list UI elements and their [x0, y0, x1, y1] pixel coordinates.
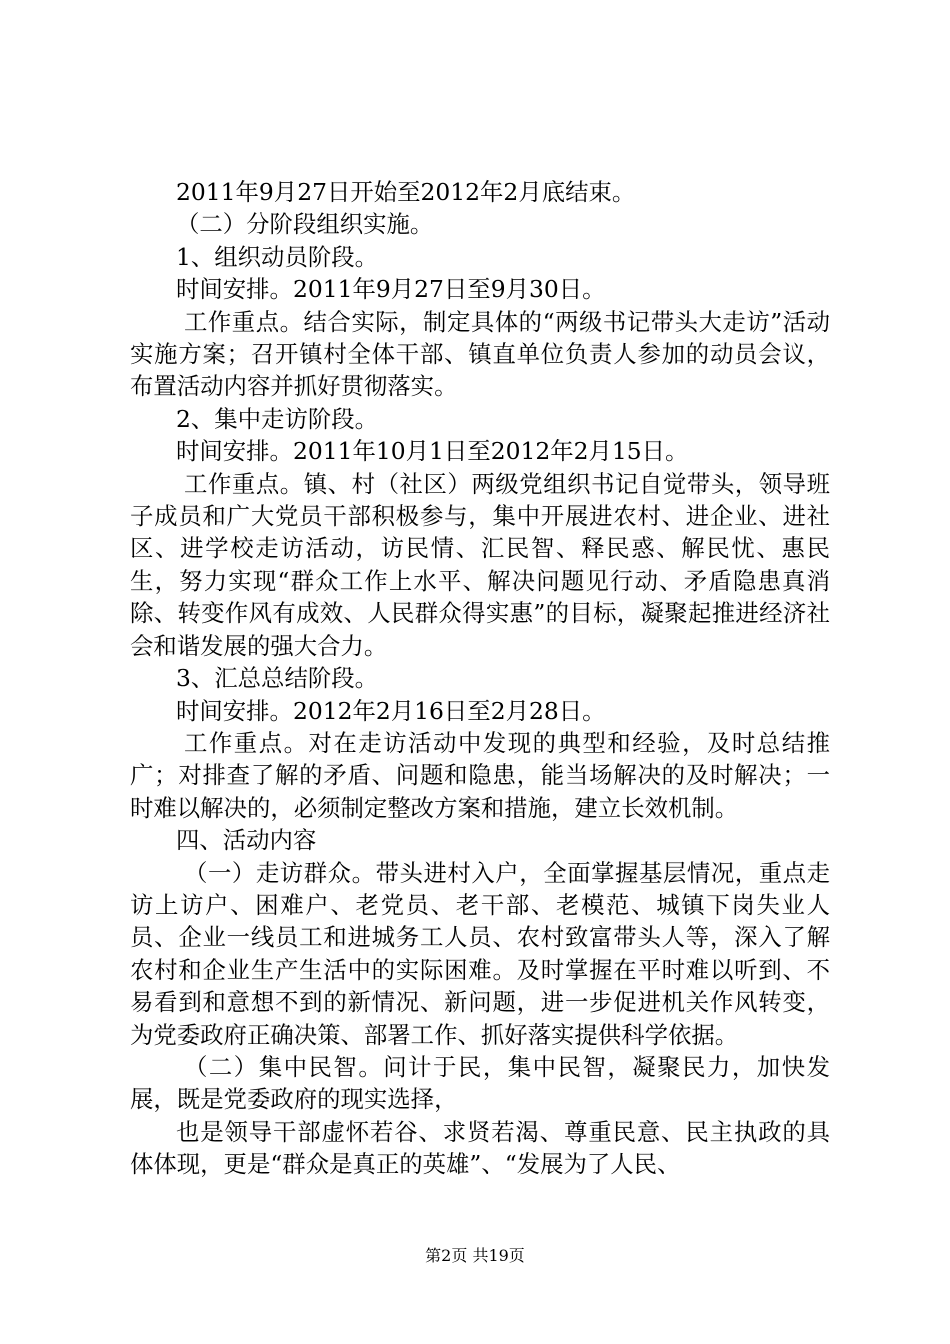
stage-heading: 3、汇总总结阶段。: [176, 664, 379, 693]
paragraph: 工作重点。镇、村（社区）两级党组织书记自觉带头，领导班子成员和广大党员干部积极参与，集中开展进农村、进企业、进社区、进学校走访活动，访民情、汇民智、释民惑、解民忧、惠民生，努力实现“群众工作上水平、解决问题见行动、矛盾隐患真消除、转变作风有成效、人民群众得实惠”的目标，凝聚起推进经济社会和谐发展的强大合力。: [130, 469, 830, 660]
stage-heading: 1、组织动员阶段。: [176, 242, 379, 271]
paragraph: 工作重点。对在走访活动中发现的典型和经验，及时总结推广；对排查了解的矛盾、问题和隐患，能当场解决的及时解决；一时难以解决的，必须制定整改方案和措施，建立长效机制。: [130, 728, 830, 822]
document-body: [130, 176, 830, 1181]
paragraph: 2011年9月27日开始至2012年2月底结束。: [176, 178, 636, 206]
paragraph: 时间安排。2011年10月1日至2012年2月15日。: [176, 437, 689, 466]
stage-heading: 2、集中走访阶段。: [176, 404, 379, 433]
page-number-footer: 第2页 共19页: [425, 1246, 525, 1265]
paragraph: 时间安排。2011年9月27日至9月30日。: [176, 275, 606, 304]
paragraph: 也是领导干部虚怀若谷、求贤若渴、尊重民意、民主执政的具体体现，更是“群众是真正的英雄”、“发展为了人民、: [130, 1117, 830, 1179]
paragraph: 工作重点。结合实际，制定具体的“两级书记带头大走访”活动实施方案；召开镇村全体干部、镇直单位负责人参加的动员会议，布置活动内容并抓好贯彻落实。: [130, 307, 830, 401]
section-heading: 四、活动内容: [176, 826, 317, 855]
paragraph: （一）走访群众。带头进村入户，全面掌握基层情况，重点走访上访户、困难户、老党员、老干部、老模范、城镇下岗失业人员、企业一线员工和进城务工人员、农村致富带头人等，深入了解农村和企业生产生活中的实际困难。及时掌握在平时难以听到、不易看到和意想不到的新情况、新问题，进一步促进机关作风转变，为党委政府正确决策、部署工作、抓好落实提供科学依据。: [130, 858, 830, 1049]
section-heading: （二）分阶段组织实施。: [176, 210, 434, 239]
paragraph: 时间安排。2012年2月16日至2月28日。: [176, 696, 606, 725]
paragraph: （二）集中民智。问计于民，集中民智，凝聚民力，加快发展，既是党委政府的现实选择，: [130, 1052, 830, 1114]
